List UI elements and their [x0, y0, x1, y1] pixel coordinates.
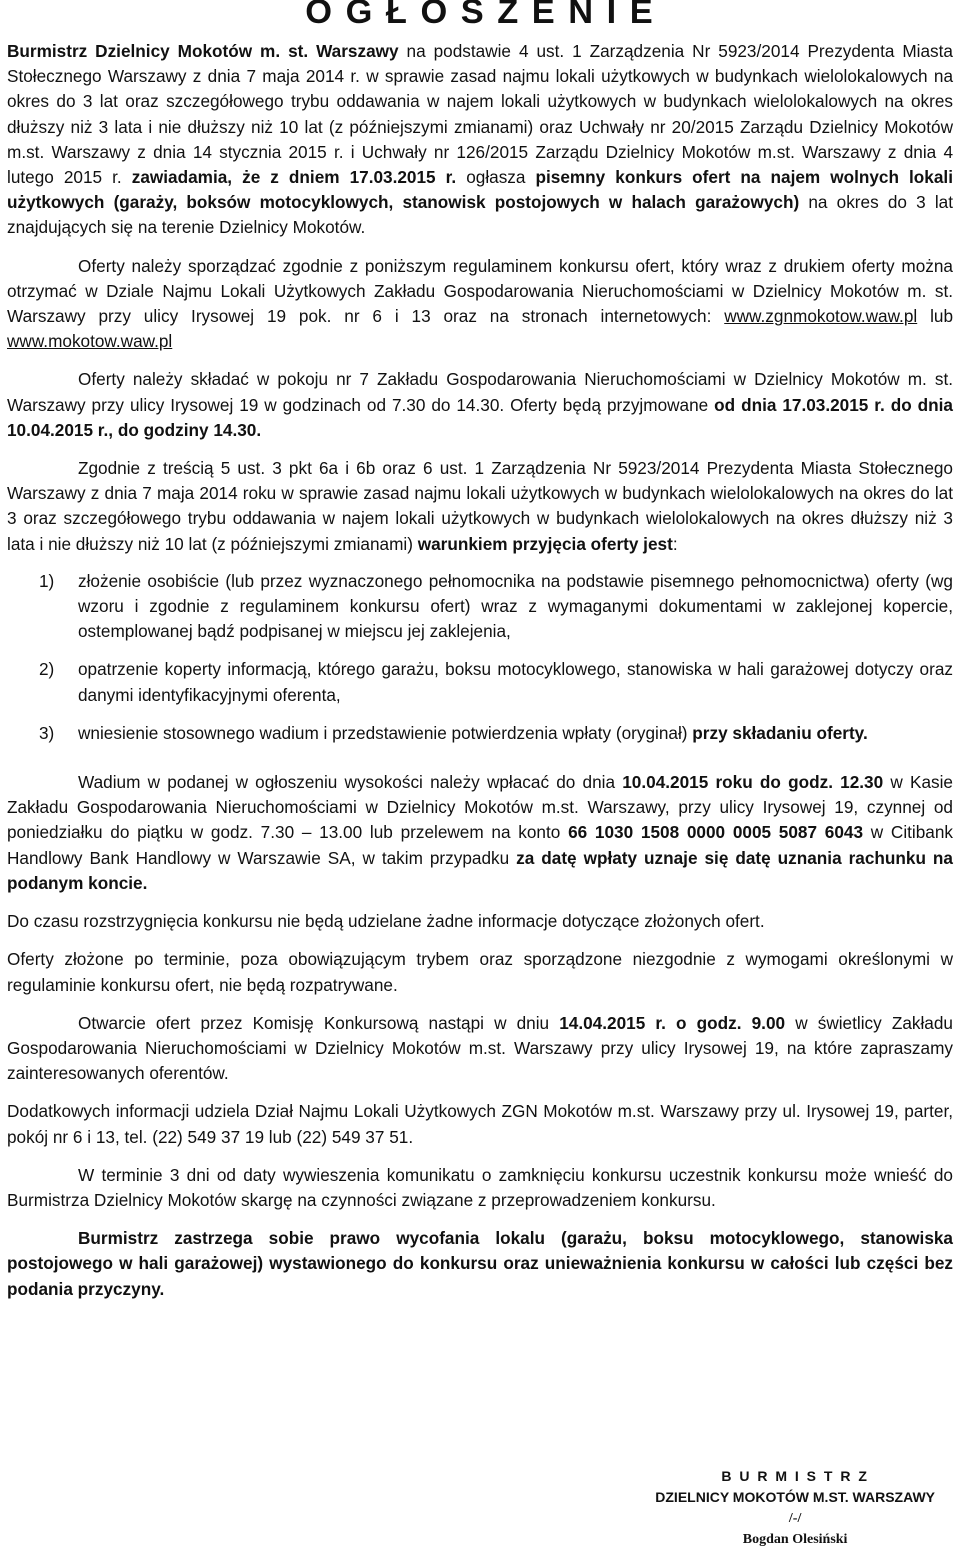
signature-title: B U R M I S T R Z [721, 1468, 869, 1484]
bank-account-number: 66 1030 1508 0000 0005 5087 6043 [568, 822, 864, 843]
deposit-paragraph: Wadium w podanej w ogłoszeniu wysokości należy wpłacać do dnia 10.04.2015 roku do godz. 12.30 w Kasie Zakładu Gospodarowania Nieruchomościami w Dzielnicy Mokotów m.st. Warszawy, przy ulicy Irysowej 19, czynnej od poniedziałku do piątku w godz. 7.30 – 13.00 lub przelewem na konto 66 1030 1508 0000 0005 5087 6043 w Citibank Handlowy Bank Handlowy w Warszawie SA, w takim przypadku za datę wpłaty uznaje się datę uznania rachunku na podanym koncie. [7, 772, 953, 893]
offers-submission-paragraph: Oferty należy składać w pokoju nr 7 Zakładu Gospodarowania Nieruchomościami w Dzielnicy Mokotów m. st. Warszawy przy ulicy Irysowej 19 w godzinach od 7.30 do 14.30. Oferty będą przyjmowane od dnia 17.03.2015 r. do dnia 10.04.2015 r., do godziny 14.30. [7, 369, 953, 440]
list-item: 3) wniesienie stosownego wadium i przedstawienie potwierdzenia wpłaty (oryginał) przy składaniu oferty. [39, 722, 868, 743]
late-offers-paragraph: Oferty złożone po terminie, poza obowiązującym trybem oraz sporządzone niezgodnie z wymogami określonymi w regulaminie konkursu ofert, nie będą rozpatrywane. [7, 949, 953, 995]
announcement-date: zawiadamia, że z dniem 17.03.2015 r. [131, 167, 457, 188]
signature-block [655, 1466, 935, 1550]
deposit-deadline: 10.04.2015 roku do godz. 12.30 [622, 772, 884, 793]
reservation-paragraph: Burmistrz zastrzega sobie prawo wycofania lokalu (garażu, boksu motocyklowego, stanowiska postojowego w hali garażowej) wystawionego do konkursu oraz unieważnienia konkursu w całości lub części bez podania przyczyny. [7, 1228, 953, 1299]
signature-office: DZIELNICY MOKOTÓW M.ST. WARSZAWY [655, 1489, 935, 1505]
conditions-heading: warunkiem przyjęcia oferty jest [417, 533, 673, 554]
list-item: 2) opatrzenie koperty informacją, którego garażu, boksu motocyklowego, stanowiska w hali garażowej dotyczy oraz danymi identyfikacyjnymi oferenta, [39, 659, 953, 705]
submission-deadline: od dnia 17.03.2015 r. do dnia 10.04.2015 r., do godziny 14.30. [7, 394, 953, 440]
conditions-paragraph: Zgodnie z treścią 5 ust. 3 pkt 6a i 6b oraz 6 ust. 1 Zarządzenia Nr 5923/2014 Prezydenta Miasta Stołecznego Warszawy z dnia 7 maja 2014 roku w sprawie zasad najmu lokali użytkowych w budynkach wielolokalowych na okres do lat 3 oraz szczegółowego trybu oddawania w najem lokali użytkowych w budynkach wielolokalowych na okres dłuższy niż 3 lata i nie dłuższy niż 10 lat (z późniejszymi zmianami) warunkiem przyjęcia oferty jest: [7, 458, 953, 554]
offers-preparation-paragraph: Oferty należy sporządzać zgodnie z poniższym regulaminem konkursu ofert, który wraz z drukiem oferty można otrzymać w Dziale Najmu Lokali Użytkowych Zakładu Gospodarowania Nieruchomościami w Dzielnicy Mokotów m. st. Warszawy przy ulicy Irysowej 19 pok. nr 6 i 13 oraz na stronach internetowych: www.zgnmokotow.waw.pl lub www.mokotow.waw.pl [7, 255, 953, 352]
opening-date: 14.04.2015 r. o godz. 9.00 [559, 1012, 786, 1033]
conditions-list [7, 569, 953, 746]
signature-name: Bogdan Olesiński [742, 1532, 848, 1547]
contest-subject: pisemny konkurs ofert na najem wolnych lokali użytkowych (garaży, boksów motocyklowych, stanowisk postojowych w halach garażowych) [7, 167, 953, 213]
contact-paragraph: Dodatkowych informacji udziela Dział Najmu Lokali Użytkowych ZGN Mokotów m.st. Warszawy przy ul. Irysowej 19, parter, pokój nr 6 i 13, tel. (22) 549 37 19 lub (22) 549 37 51. [7, 1101, 953, 1147]
signature-mark: /-/ [788, 1511, 802, 1526]
page-title: O G Ł O S Z E N I E [305, 0, 655, 31]
zgn-website-link[interactable]: www.zgnmokotow.waw.pl [724, 306, 918, 327]
complaint-paragraph: W terminie 3 dni od daty wywieszenia komunikatu o zamknięciu konkursu uczestnik konkursu może wnieść do Burmistrza Dzielnicy Mokotów skargę na czynności związane z przeprowadzeniem konkursu. [7, 1164, 953, 1210]
intro-paragraph: Burmistrz Dzielnicy Mokotów m. st. Warszawy na podstawie 4 ust. 1 Zarządzenia Nr 5923/2014 Prezydenta Miasta Stołecznego Warszawy z dnia 7 maja 2014 r. w sprawie zasad najmu lokali użytkowych w budynkach wielolokalowych na okres do 3 lat oraz szczegółowego trybu oddawania w najem lokali użytkowych w budynkach wielolokalowych na okres dłuższy niż 3 lata i nie dłuższy niż 10 lat (z późniejszymi zmianami) oraz Uchwały nr 20/2015 Zarządu Dzielnicy Mokotów m.st. Warszawy z dnia 14 stycznia 2015 r. i Uchwały nr 126/2015 Zarządu Dzielnicy Mokotów m.st. Warszawy z dnia 4 lutego 2015 r. zawiadamia, że z dniem 17.03.2015 r. ogłasza pisemny konkurs ofert na najem wolnych lokali użytkowych (garaży, boksów motocyklowych, stanowisk postojowych w halach garażowych) na okres do 3 lat znajdujących się na terenie Dzielnicy Mokotów. [7, 41, 953, 238]
list-item: 1) złożenie osobiście (lub przez wyznaczonego pełnomocnika na podstawie pisemnego pełnomocnictwa) oferty (wg wzoru i zgodnie z regulaminem konkursu ofert) wraz z wymaganymi dokumentami w zaklejonej kopercie, ostemplowanej bądź podpisanej w miejscu jej zaklejenia, [39, 570, 953, 642]
no-information-paragraph: Do czasu rozstrzygnięcia konkursu nie będą udzielane żadne informacje dotyczące złożonych ofert. [7, 911, 765, 932]
opening-paragraph: Otwarcie ofert przez Komisję Konkursową nastąpi w dniu 14.04.2015 r. o godz. 9.00 w świetlicy Zakładu Gospodarowania Nieruchomościami w Dzielnicy Mokotów m.st. Warszawy przy ulicy Irysowej 19, na które zapraszamy zainteresowanych oferentów. [7, 1012, 953, 1084]
mokotow-website-link[interactable]: www.mokotow.waw.pl [7, 331, 173, 352]
issuer: Burmistrz Dzielnicy Mokotów m. st. Warszawy [7, 41, 399, 61]
